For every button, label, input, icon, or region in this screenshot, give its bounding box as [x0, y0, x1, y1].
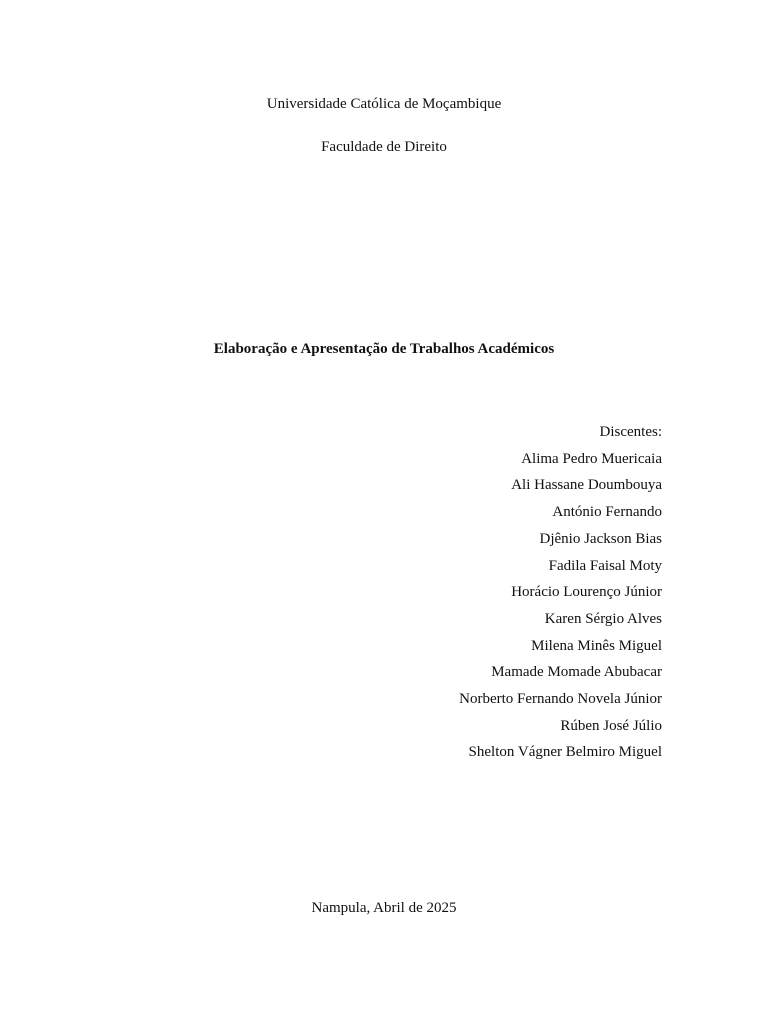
student-name: Karen Sérgio Alves	[544, 610, 662, 627]
student-name: Djênio Jackson Bias	[539, 530, 662, 547]
student-name: Norberto Fernando Novela Júnior	[459, 691, 662, 708]
student-name: Milena Minês Miguel	[531, 637, 662, 654]
document-title: Elaboração e Apresentação de Trabalhos Académicos	[213, 341, 555, 357]
student-name: Rúben José Júlio	[560, 717, 662, 734]
student-name: Fadila Faisal Moty	[548, 557, 662, 574]
students-block	[459, 419, 662, 766]
student-name: Horácio Lourenço Júnior	[511, 584, 662, 601]
student-name: Shelton Vágner Belmiro Miguel	[468, 744, 662, 761]
student-name: António Fernando	[552, 504, 662, 521]
student-name: Mamade Momade Abubacar	[491, 664, 662, 681]
faculty-name: Faculdade de Direito	[321, 139, 447, 155]
university-name: Universidade Católica de Moçambique	[266, 96, 502, 112]
student-name: Alima Pedro Muericaia	[521, 450, 662, 467]
students-heading: Discentes:	[599, 424, 662, 440]
place-and-date: Nampula, Abril de 2025	[311, 900, 457, 916]
student-name: Ali Hassane Doumbouya	[511, 477, 662, 494]
